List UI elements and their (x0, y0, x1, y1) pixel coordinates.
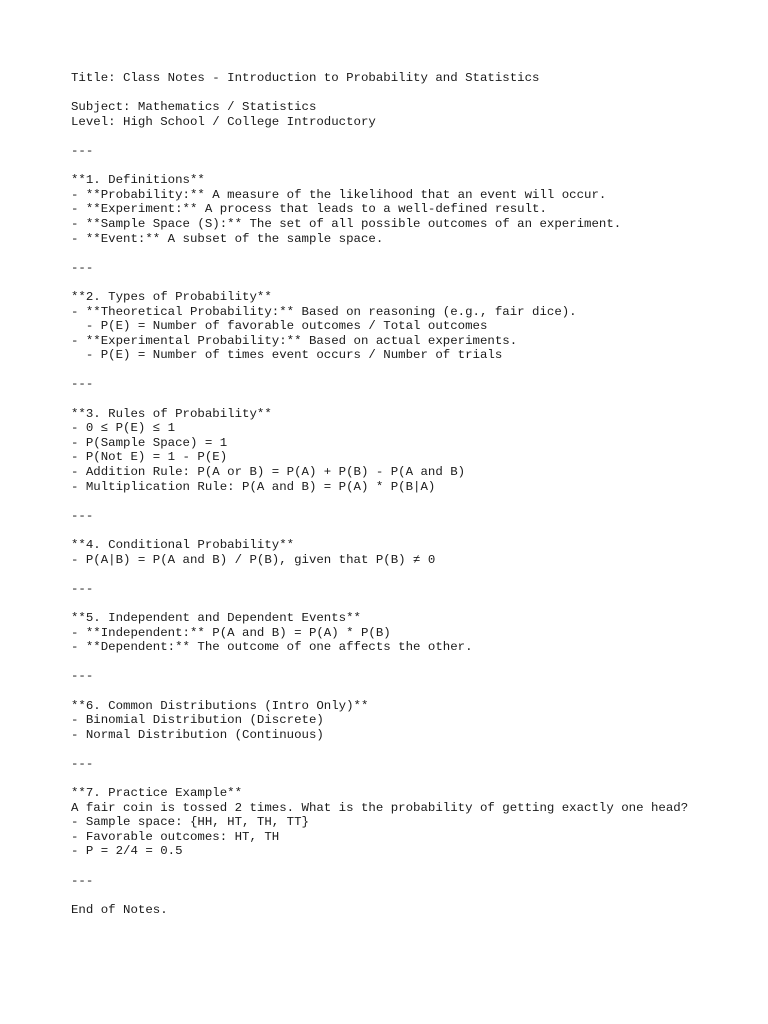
separator-line: --- (71, 377, 94, 392)
title-line: Title: Class Notes - Introduction to Probability and Statistics (71, 71, 540, 85)
blank-line (71, 888, 748, 903)
separator-line: --- (71, 873, 94, 888)
section-heading-practice: **7. Practice Example** (71, 786, 243, 801)
blank-line (71, 859, 748, 874)
blank-line (71, 596, 748, 611)
separator-line: --- (71, 581, 94, 596)
separator-line: --- (71, 669, 94, 684)
list-item: - P(Sample Space) = 1 (71, 435, 228, 450)
list-item: - P = 2/4 = 0.5 (71, 844, 183, 859)
blank-line (71, 772, 748, 787)
blank-line (71, 655, 748, 670)
list-item: - **Experiment:** A process that leads to a well-defined result. (71, 202, 547, 217)
blank-line (71, 684, 748, 699)
list-item: - P(Not E) = 1 - P(E) (71, 450, 228, 465)
document-text (71, 71, 748, 917)
list-item: - Binomial Distribution (Discrete) (71, 713, 324, 728)
separator-line: --- (71, 508, 94, 523)
list-subitem: - P(E) = Number of favorable outcomes / Total outcomes (71, 319, 488, 334)
blank-line (71, 159, 748, 174)
section-heading-types: **2. Types of Probability** (71, 289, 272, 304)
end-of-notes: End of Notes. (71, 902, 168, 917)
list-item: - **Probability:** A measure of the likelihood that an event will occur. (71, 187, 607, 202)
blank-line (71, 363, 748, 378)
blank-line (71, 246, 748, 261)
section-heading-conditional: **4. Conditional Probability** (71, 538, 295, 552)
list-item: - Multiplication Rule: P(A and B) = P(A) * P(B|A) (71, 479, 436, 494)
list-item: - **Dependent:** The outcome of one affects the other. (71, 640, 473, 655)
blank-line (71, 275, 748, 290)
list-item: - **Theoretical Probability:** Based on reasoning (e.g., fair dice). (71, 304, 577, 319)
list-item: - P(A|B) = P(A and B) / P(B), given that P(B) ≠ 0 (71, 552, 436, 567)
blank-line (71, 742, 748, 757)
section-heading-distributions: **6. Common Distributions (Intro Only)** (71, 698, 369, 713)
section-heading-independence: **5. Independent and Dependent Events** (71, 610, 361, 625)
list-item: - **Sample Space (S):** The set of all possible outcomes of an experiment. (71, 216, 622, 231)
separator-line: --- (71, 143, 94, 158)
separator-line: --- (71, 260, 94, 275)
list-item: - **Experimental Probability:** Based on actual experiments. (71, 333, 518, 348)
list-subitem: - P(E) = Number of times event occurs / Number of trials (71, 348, 503, 363)
separator-line: --- (71, 756, 94, 771)
subject-line: Subject: Mathematics / Statistics (71, 100, 317, 115)
list-item: - Addition Rule: P(A or B) = P(A) + P(B) - P(A and B) (71, 465, 466, 480)
list-item: - **Independent:** P(A and B) = P(A) * P(B) (71, 625, 391, 640)
section-heading-definitions: **1. Definitions** (71, 173, 205, 188)
list-item: - **Event:** A subset of the sample space. (71, 231, 384, 246)
blank-line (71, 567, 748, 582)
list-item: - Sample space: {HH, HT, TH, TT} (71, 815, 309, 830)
blank-line (71, 392, 748, 407)
blank-line (71, 523, 748, 538)
blank-line (71, 86, 748, 101)
section-heading-rules: **3. Rules of Probability** (71, 406, 272, 421)
list-item: - Favorable outcomes: HT, TH (71, 829, 280, 844)
level-line: Level: High School / College Introductory (71, 114, 376, 129)
list-item: - Normal Distribution (Continuous) (71, 727, 324, 742)
blank-line (71, 494, 748, 509)
list-item: - 0 ≤ P(E) ≤ 1 (71, 421, 176, 436)
blank-line (71, 129, 748, 144)
practice-question: A fair coin is tossed 2 times. What is the probability of getting exactly one head? (71, 800, 689, 815)
